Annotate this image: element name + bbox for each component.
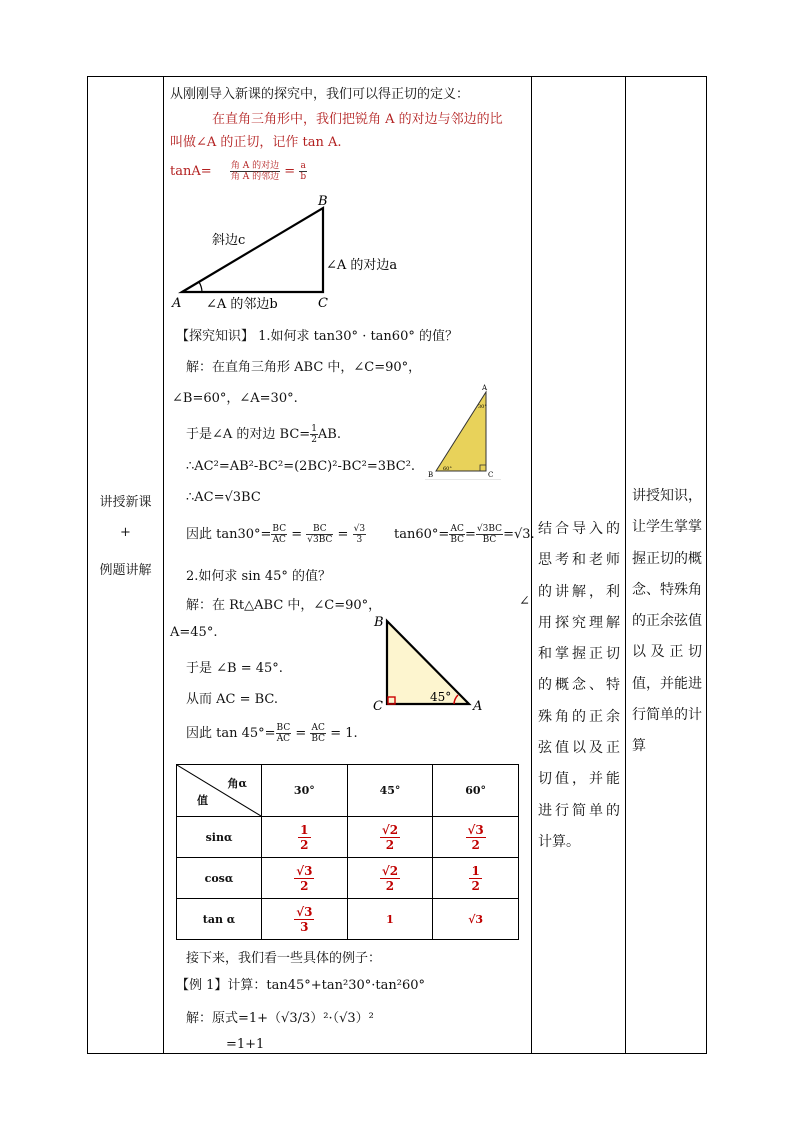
row-label: cosα: [177, 858, 262, 899]
table-cell: $\frac{√2}{2}$: [347, 817, 433, 858]
table-cell: √3: [433, 899, 519, 940]
solution1-line6: 因此 tan30°= $\frac{BC}{AC}$ = $\frac{BC}{√3BC}$ = $\frac{√3}{3}$ tan60°= $\frac{AC}{BC}$ = $\frac{√3BC}{BC}$ =√3.: [186, 524, 535, 545]
solution1-line3: 于是∠A 的对边 BC= $\frac{1}{2}$ AB.: [186, 424, 341, 445]
table-header-60: 60°: [433, 765, 519, 817]
explore-title: 【探究知识】 1.如何求 tan30° · tan60° 的值？: [176, 329, 458, 344]
ab-fraction: $\frac{a}{b}$: [300, 161, 307, 182]
example1-solution: 解：原式=1+（√3/3）²·（√3）²: [186, 1011, 374, 1026]
table-header-30: 30°: [262, 765, 348, 817]
triangle-vertex-c: C: [373, 699, 383, 712]
trig-values-table: [176, 764, 519, 940]
table-cell: $\frac{1}{2}$: [433, 858, 519, 899]
table-row-cos: [177, 858, 519, 899]
row-label: tan α: [177, 899, 262, 940]
tan-formula: tanA= $\frac{\text{角 A 的对边}}{\text{角 A 的邻边}}$ = $\frac{a}{b}$: [170, 161, 307, 182]
row-label: sinα: [177, 817, 262, 858]
solution1-line5: ∴AC=√3BC: [186, 490, 261, 505]
table-row-tan: [177, 899, 519, 940]
solution2-line5: 因此 tan 45°= $\frac{BC}{AC}$ = $\frac{AC}{BC}$ = 1.: [186, 723, 358, 744]
solution2-line2: A=45°.: [170, 625, 218, 640]
intro-text: 从刚刚导入新课的探究中，我们可以得正切的定义：: [170, 87, 470, 102]
student-activity-text: 结合导入的思考和老师的讲解，利用探究理解和掌握正切的概念、特殊角的正余弦值以及正切值，并能进行简单的计算。: [538, 521, 620, 850]
example1-solution-line2: =1+1: [226, 1037, 265, 1052]
triangle-angle-label: 45°: [430, 690, 452, 704]
solution2-line3: 于是 ∠B = 45°.: [186, 661, 283, 676]
definition-line-2: 叫做∠A 的正切，记作 tan A.: [170, 135, 342, 150]
solution1-line4: ∴AC²=AB²-BC²=(2BC)²-BC²=3BC².: [186, 459, 416, 474]
definition-line-1: 在直角三角形中，我们把锐角 A 的对边与邻边的比: [212, 112, 503, 127]
stage-label-1: 讲授新课: [99, 495, 152, 510]
triangle-vertex-b: B: [374, 615, 384, 630]
hypotenuse-label: 斜边c: [212, 233, 246, 248]
adjacent-label: ∠A 的邻边b: [206, 297, 278, 312]
tan-formula-fraction: $\frac{\text{角 A 的对边}}{\text{角 A 的邻边}}$: [230, 161, 280, 182]
vertex-a-label: A: [172, 296, 182, 311]
table-cell: $\frac{√3}{3}$: [262, 899, 348, 940]
triangle-vertex-a: A: [473, 699, 483, 712]
design-intent-text: 讲授知识，让学生掌掌握正切的概念、特殊角的正余弦值以及正切值，并能进行简单的计算: [632, 488, 702, 755]
question2: 2.如何求 sin 45° 的值？: [186, 569, 332, 584]
stage-label-plus: +: [120, 525, 131, 540]
right-triangle-diagram: [168, 191, 408, 315]
opposite-label: ∠A 的对边a: [326, 258, 398, 273]
example1-title: 【例 1】计算：tan45°+tan²30°·tan²60°: [176, 978, 426, 993]
stage-label-2: 例题讲解: [99, 563, 152, 578]
solution1-line2: ∠B=60°，∠A=30°.: [172, 391, 298, 406]
table-cell: $\frac{√3}{2}$: [262, 858, 348, 899]
vertex-b-label: B: [318, 194, 328, 209]
table-header-45: 45°: [347, 765, 433, 817]
solution1-line1: 解：在直角三角形 ABC 中，∠C=90°，: [186, 360, 422, 375]
solution2-line1-tail: ∠: [519, 594, 530, 609]
yellow-angle-a: 30°: [478, 404, 487, 410]
corner-angle-label: 角α: [227, 777, 247, 790]
student-activity-column: [532, 77, 624, 1053]
stage-column: [88, 77, 163, 1053]
table-cell: 1: [347, 899, 433, 940]
table-corner-cell: [177, 765, 262, 817]
corner-value-label: 值: [197, 794, 208, 807]
table-cell: $\frac{√3}{2}$: [433, 817, 519, 858]
design-intent-column: [626, 77, 706, 1053]
isosceles-right-triangle-diagram: [360, 612, 490, 712]
table-cell: $\frac{1}{2}$: [262, 817, 348, 858]
table-row-sin: [177, 817, 519, 858]
tan-formula-lhs: tanA=: [170, 164, 212, 179]
solution2-line1: 解：在 Rt△ABC 中，∠C=90°，: [186, 598, 382, 613]
yellow-vertex-a: A: [482, 384, 488, 392]
half-fraction: $\frac{1}{2}$: [311, 424, 317, 445]
yellow-vertex-c: C: [488, 471, 494, 479]
solution2-line4: 从而 AC = BC.: [186, 692, 279, 707]
yellow-triangle-diagram: [423, 380, 503, 480]
content-column: [164, 77, 535, 1053]
lesson-table: [87, 76, 707, 1054]
next-examples-text: 接下来，我们看一些具体的例子：: [186, 951, 382, 966]
vertex-c-label: C: [318, 296, 328, 311]
yellow-angle-b: 60°: [443, 466, 452, 472]
yellow-vertex-b: B: [428, 471, 434, 479]
table-cell: $\frac{√2}{2}$: [347, 858, 433, 899]
